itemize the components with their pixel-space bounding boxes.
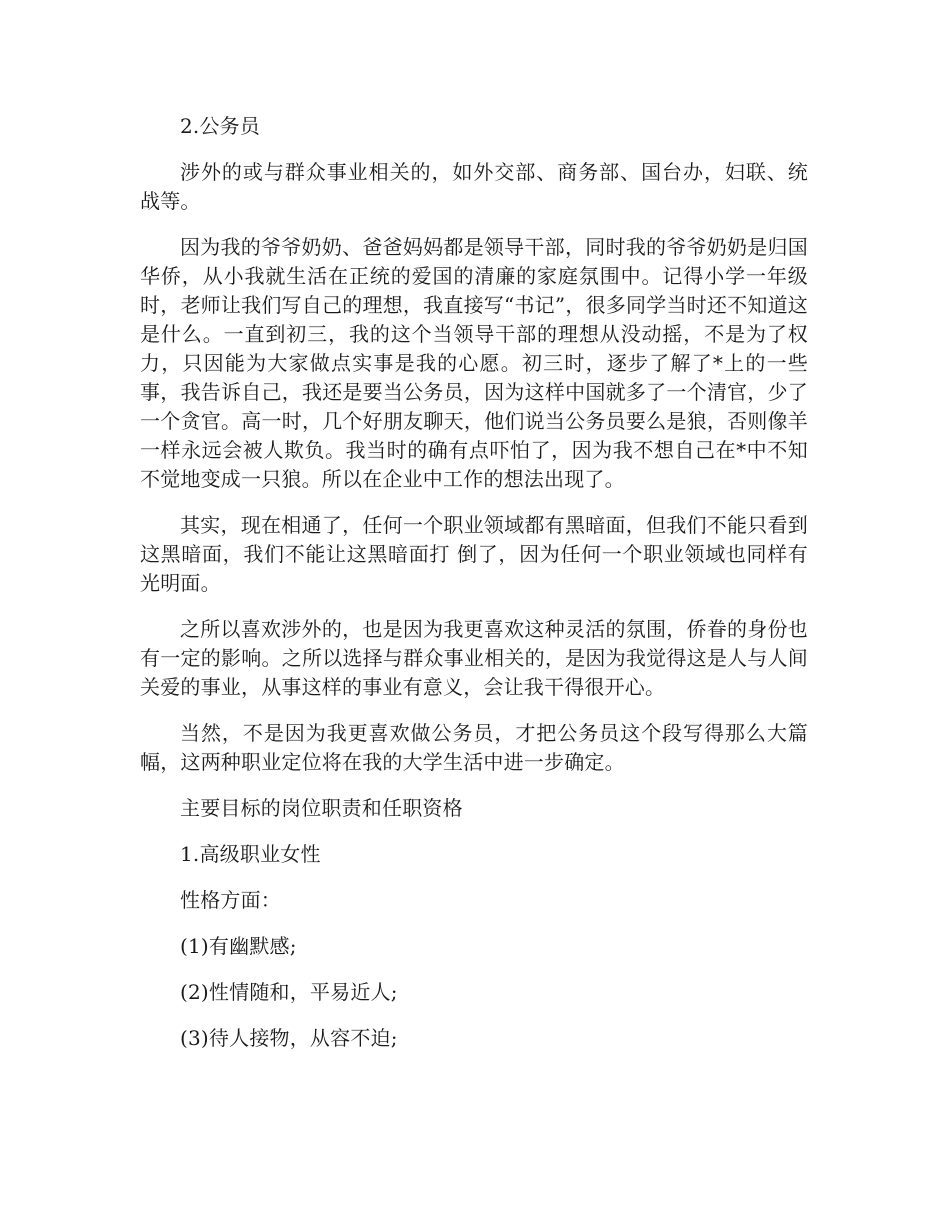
paragraph-section-title: 主要目标的岗位职责和任职资格 (180, 796, 463, 820)
paragraph-senior-professional-woman: 1.高级职业女性 (180, 842, 321, 866)
paragraph-dark-side: 其实，现在相通了，任何一个职业领域都有黑暗面，但我们不能只看到这黑暗面，我们不能让这黑暗面打 倒了，因为任何一个职业领域也同样有光明面。 (140, 513, 808, 595)
document-body (140, 112, 808, 1070)
paragraph-conclusion: 当然，不是因为我更喜欢做公务员，才把公务员这个段写得那么大篇幅，这两种职业定位将在我的大学生活中进一步确定。 (140, 721, 808, 774)
paragraph-foreign-affairs: 涉外的或与群众事业相关的，如外交部、商务部、国台办，妇联、统 战等。 (140, 160, 808, 213)
paragraph-personality: 性格方面： (180, 888, 281, 912)
list-item-easygoing: (2)性情随和，平易近人; (180, 980, 398, 1004)
paragraph-reasons: 之所以喜欢涉外的，也是因为我更喜欢这种灵活的氛围，侨眷的身份也有一定的影响。之所以选择与群众事业相关的，是因为我觉得这是人与人间关爱的事业，从事这样的事业有意义，会让我干得很开心。 (140, 617, 808, 699)
list-item-composure: (3)待人接物，从容不迫; (180, 1026, 398, 1050)
paragraph-heading-civil-servant: 2.公务员 (180, 114, 261, 138)
paragraph-family-background: 因为我的爷爷奶奶、爸爸妈妈都是领导干部，同时我的爷爷奶奶是归国华侨，从小我就生活在正统的爱国的清廉的家庭氛围中。记得小学一年级时，老师让我们写自己的理想，我直接写“书记”，很多同学当时还不知道这是什么。一直到初三，我的这个当领导干部的理想从没动摇，不是为了权力，只因能为大家做点实事是我的心愿。初三时，逐步了解了*上的一些事，我告诉自己，我还是要当公务员，因为这样中国就多了一个清官，少了一个贪官。高一时，几个好朋友聊天，他们说当公务员要么是狼，否则像羊一样永远会被人欺负。我当时的确有点吓怕了，因为我不想自己在*中不知不觉地变成一只狼。所以在企业中工作的想法出现了。 (140, 235, 808, 491)
list-item-humor: (1)有幽默感; (180, 934, 297, 958)
